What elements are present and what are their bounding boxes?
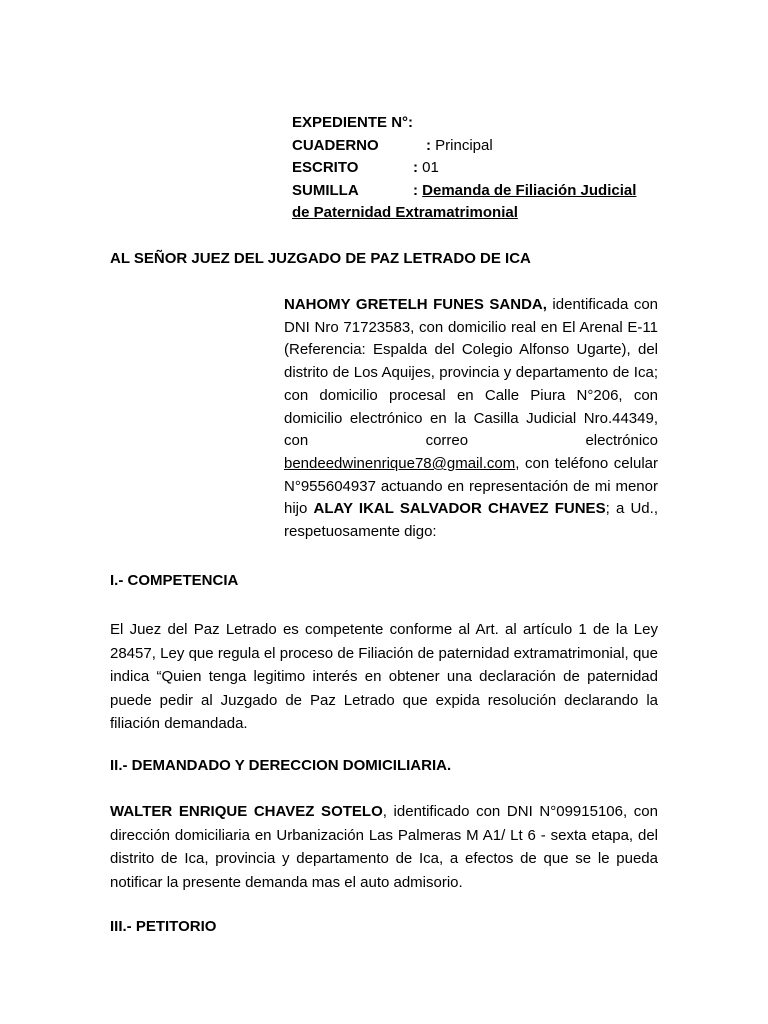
section-1-title: I.- COMPETENCIA: [110, 572, 239, 589]
case-header: [292, 112, 672, 225]
section-1-body: El Juez del Paz Letrado es competente conforme al Art. al artículo 1 de la Ley 28457, Ley que regula el proceso de Filiación de paternidad extramatrimonial, que indica “Quien tenga legitimo interés en obtener una declaración de paternidad puede pedir al Juzgado de Paz Letrado que expida resolución declarando la filiación demandada.: [110, 621, 658, 732]
sumilla-value-cont: de Paternidad Extramatrimonial: [292, 204, 518, 221]
section-2-body: [110, 800, 658, 894]
child-name: ALAY IKAL SALVADOR CHAVEZ FUNES: [313, 500, 606, 518]
cuaderno-label: CUADERNO: [292, 136, 379, 154]
intro-text-2: , con teléfono celular N°955604937 actuando en representación de mi menor hijo: [284, 454, 658, 518]
email-link[interactable]: bendeedwinenrique78@gmail.com: [284, 454, 516, 472]
escrito-label: ESCRITO: [292, 159, 359, 176]
escrito-value: 01: [422, 159, 439, 176]
sumilla-label: SUMILLA: [292, 181, 359, 199]
cuaderno-value: Principal: [435, 136, 493, 154]
sumilla-row: SUMILLA : Demanda de Filiación Judicial: [292, 180, 672, 203]
escrito-row: ESCRITO : 01: [292, 157, 672, 180]
section-2-title: II.- DEMANDADO Y DERECCION DOMICILIARIA.: [110, 757, 452, 774]
intro-text-1: identificada con DNI Nro 71723583, con domicilio real en El Arenal E-11 (Referencia: Espalda del Colegio Alfonso Ugarte), del distrito de Los Aquijes, provincia y departamento de Ica; con domicilio procesal en Calle Piura N°206, con domicilio electrónico en la Casilla Judicial Nro.44349, con correo electrónico: [284, 296, 659, 450]
section-2-text: , identificado con DNI N°09915106, con dirección domiciliaria en Urbanización Las Palmeras M A1/ Lt 6 - sexta etapa, del distrito de Ica, provincia y departamento de Ica, a efectos de que se le pueda notificar la presente demanda mas el auto admisorio.: [110, 803, 658, 891]
addressee: AL SEÑOR JUEZ DEL JUZGADO DE PAZ LETRADO DE ICA: [110, 250, 531, 267]
cuaderno-row: CUADERNO : Principal: [292, 135, 672, 158]
expediente-row: [292, 112, 672, 135]
defendant-name: WALTER ENRIQUE CHAVEZ SOTELO: [110, 803, 383, 820]
sumilla-row-2: [292, 202, 672, 225]
intro-paragraph: [284, 294, 658, 544]
intro-text-3: ; a Ud., respetuosamente digo:: [284, 500, 658, 541]
section-3-title: III.- PETITORIO: [110, 918, 217, 935]
sumilla-value: Demanda de Filiación Judicial: [422, 181, 637, 199]
plaintiff-name: NAHOMY GRETELH FUNES SANDA,: [284, 296, 547, 313]
expediente-label: EXPEDIENTE N°:: [292, 114, 414, 131]
